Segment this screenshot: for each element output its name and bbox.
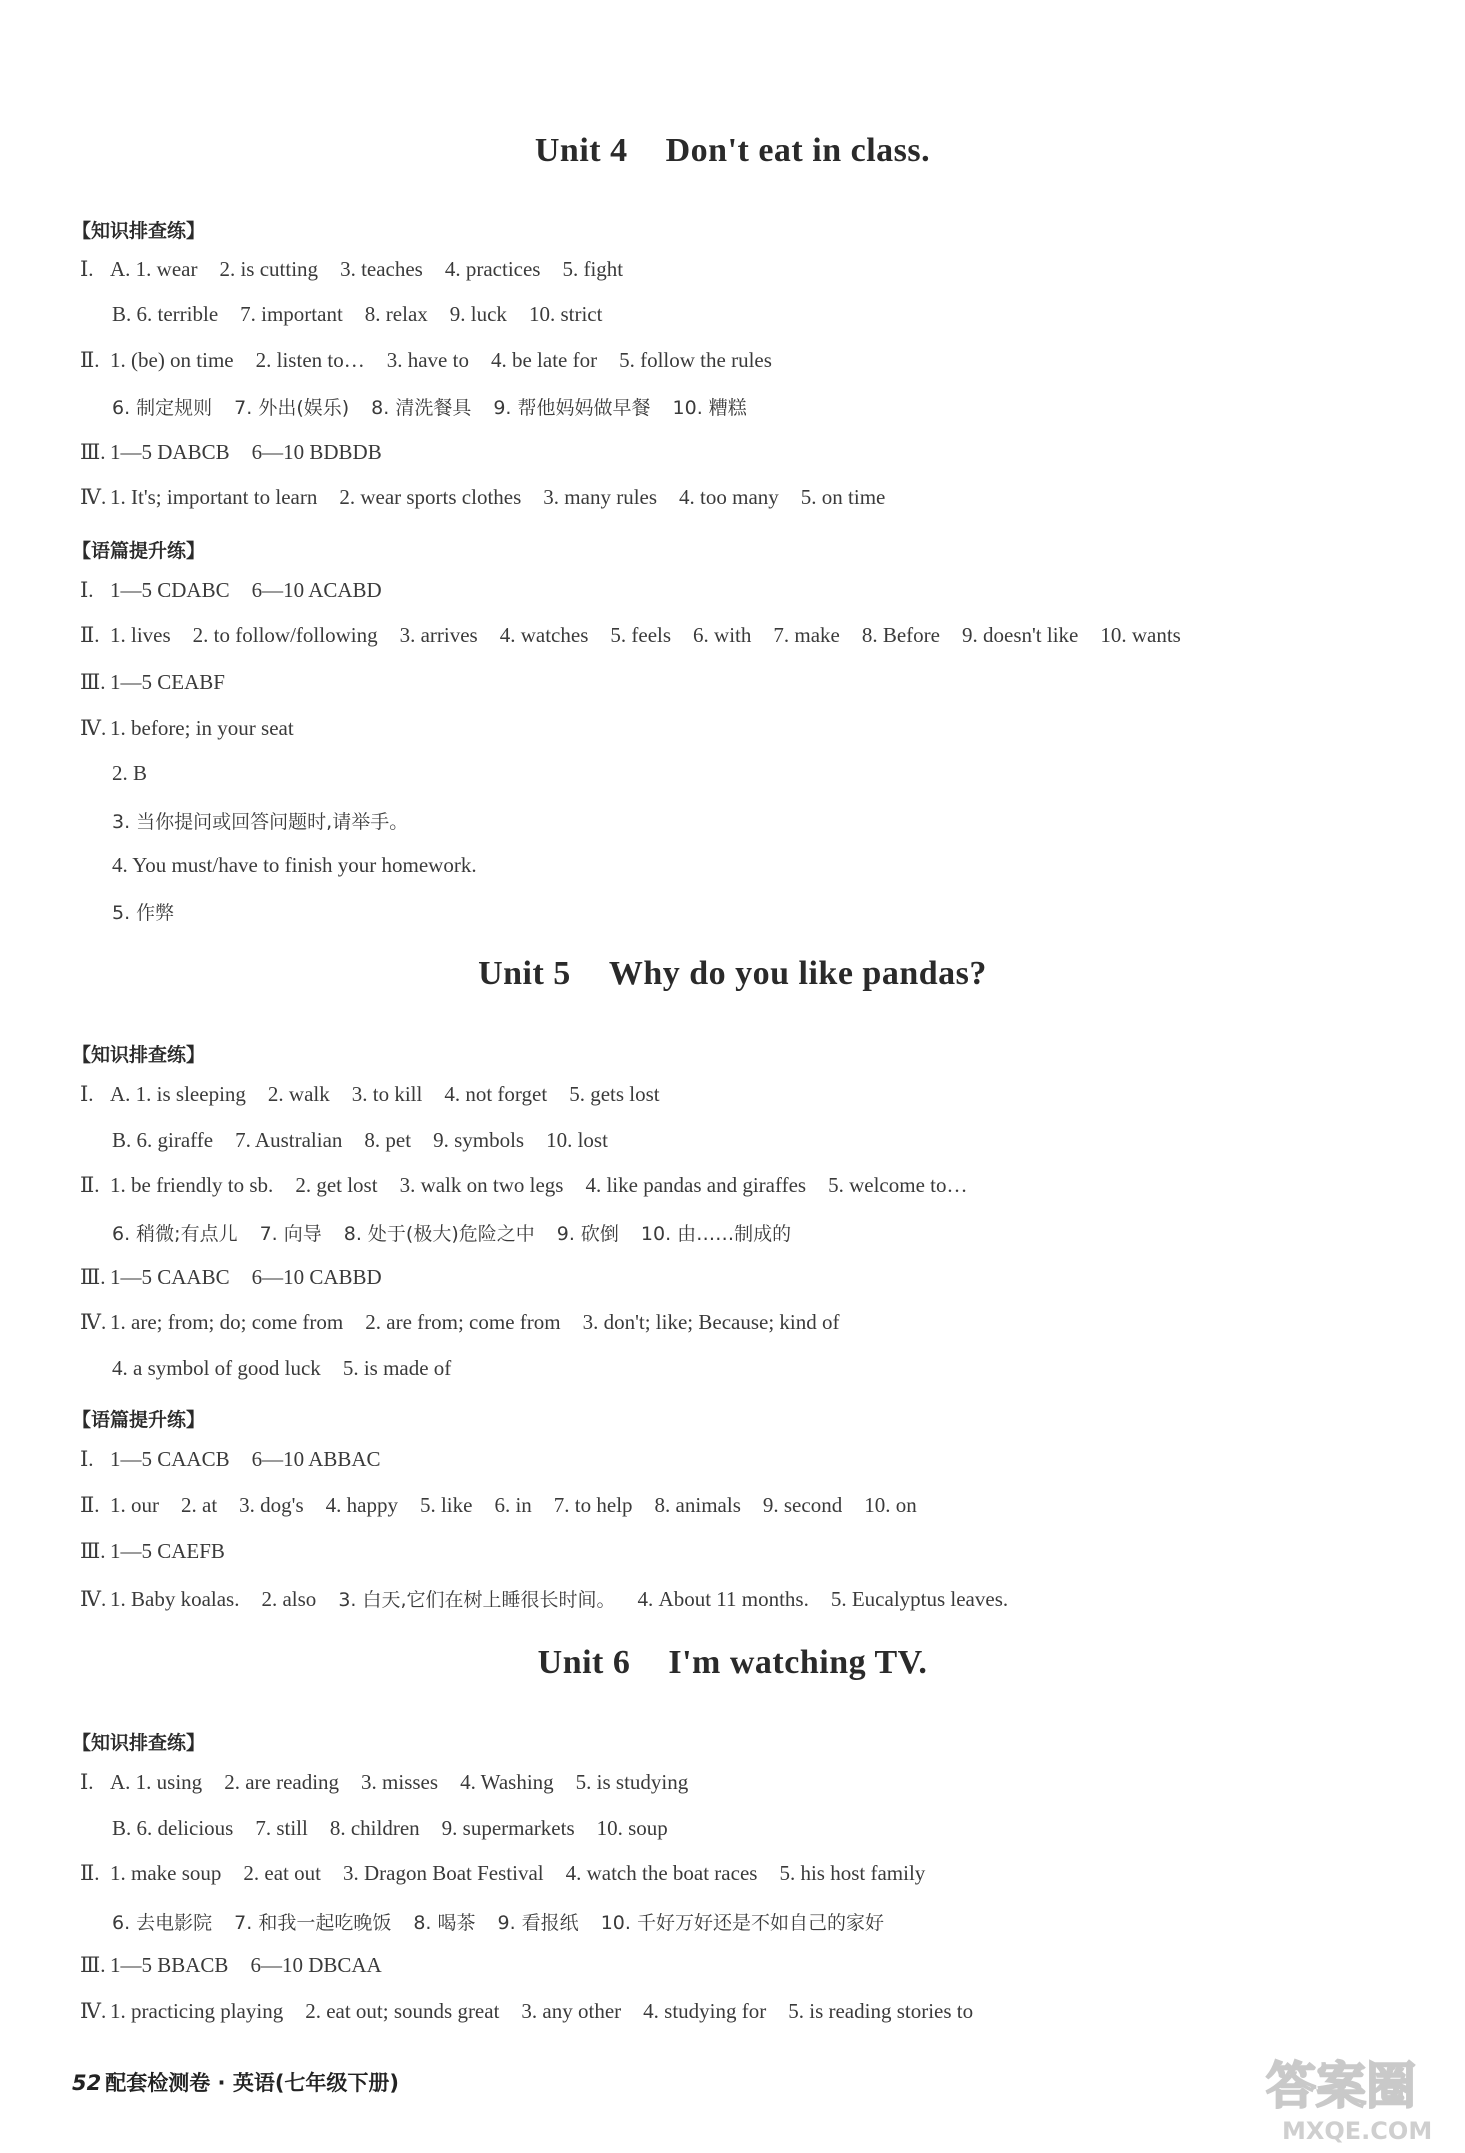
answer-line: 6. 去电影院 7. 和我一起吃晚饭 8. 喝茶 9. 看报纸 10. 千好万好还是不如自己的家好 bbox=[112, 1912, 884, 1934]
answer-line: Ⅳ. 1. Baby koalas. 2. also 3. 白天,它们在树上睡很长时间。 4. About 11 months. 5. Eucalyptus leaves. bbox=[80, 1587, 1009, 1611]
unit-6-title: Unit 6 I'm watching TV. bbox=[537, 1644, 928, 1681]
answer-line: Ⅱ. 1. (be) on time 2. listen to… 3. have to 4. be late for 5. follow the rules bbox=[80, 348, 772, 372]
answer-line: Ⅳ. 1. are; from; do; come from 2. are from; come from 3. don't; like; Because; kind of bbox=[80, 1310, 840, 1334]
answer-line: B. 6. giraffe 7. Australian 8. pet 9. symbols 10. lost bbox=[112, 1128, 608, 1152]
book-title: 配套检测卷 · 英语(七年级下册) bbox=[105, 2071, 400, 2095]
answer-line: Ⅲ. 1—5 DABCB 6—10 BDBDB bbox=[80, 440, 382, 464]
answer-line: B. 6. delicious 7. still 8. children 9. supermarkets 10. soup bbox=[112, 1816, 668, 1840]
watermark-logo-icon bbox=[1260, 2045, 1445, 2145]
page-footer bbox=[72, 2067, 399, 2097]
watermark-site-text: MXQE.COM bbox=[1282, 2117, 1433, 2145]
section-text-improvement: 【语篇提升练】 bbox=[72, 1409, 206, 1431]
answer-line: 6. 制定规则 7. 外出(娱乐) 8. 清洗餐具 9. 帮他妈妈做早餐 10. 糟糕 bbox=[112, 397, 747, 419]
answer-line: Ⅲ. 1—5 CEABF bbox=[80, 670, 225, 694]
answer-line: Ⅰ. A. 1. is sleeping 2. walk 3. to kill 4. not forget 5. gets lost bbox=[80, 1082, 660, 1106]
answer-line: Ⅳ. 1. before; in your seat bbox=[80, 716, 294, 740]
watermark-logo-text: 答案圈 bbox=[1266, 2057, 1416, 2115]
section-knowledge-check: 【知识排查练】 bbox=[72, 1732, 206, 1754]
answer-line: Ⅲ. 1—5 BBACB 6—10 DBCAA bbox=[80, 1953, 382, 1977]
answer-line: Ⅰ. 1—5 CAACB 6—10 ABBAC bbox=[80, 1447, 381, 1471]
unit-4-title: Unit 4 Don't eat in class. bbox=[534, 132, 931, 169]
watermark-logo bbox=[1260, 2045, 1445, 2145]
answer-line: Ⅳ. 1. It's; important to learn 2. wear sports clothes 3. many rules 4. too many 5. on time bbox=[80, 485, 886, 509]
answer-line: 4. a symbol of good luck 5. is made of bbox=[112, 1356, 452, 1380]
answer-line: Ⅱ. 1. make soup 2. eat out 3. Dragon Boat Festival 4. watch the boat races 5. his host family bbox=[80, 1861, 926, 1885]
section-knowledge-check: 【知识排查练】 bbox=[72, 220, 206, 242]
answer-line: 6. 稍微;有点儿 7. 向导 8. 处于(极大)危险之中 9. 砍倒 10. 由……制成的 bbox=[112, 1223, 792, 1245]
answer-line: Ⅱ. 1. our 2. at 3. dog's 4. happy 5. like 6. in 7. to help 8. animals 9. second 10. on bbox=[80, 1493, 917, 1517]
page-number: 52 bbox=[72, 2071, 102, 2095]
answer-line: Ⅲ. 1—5 CAABC 6—10 CABBD bbox=[80, 1265, 382, 1289]
answer-line: Ⅳ. 1. practicing playing 2. eat out; sounds great 3. any other 4. studying for 5. is reading stories to bbox=[80, 1999, 974, 2023]
answer-line: Ⅰ. A. 1. wear 2. is cutting 3. teaches 4. practices 5. fight bbox=[80, 257, 624, 281]
answer-line: 2. B bbox=[112, 761, 148, 785]
answer-line: Ⅰ. A. 1. using 2. are reading 3. misses 4. Washing 5. is studying bbox=[80, 1770, 689, 1794]
unit-5-title: Unit 5 Why do you like pandas? bbox=[478, 955, 987, 992]
answer-line: Ⅱ. 1. be friendly to sb. 2. get lost 3. walk on two legs 4. like pandas and giraffes 5. welcome to… bbox=[80, 1173, 968, 1197]
answer-line: Ⅲ. 1—5 CAEFB bbox=[80, 1539, 225, 1563]
section-text-improvement: 【语篇提升练】 bbox=[72, 540, 206, 562]
answer-line: Ⅱ. 1. lives 2. to follow/following 3. arrives 4. watches 5. feels 6. with 7. make 8. Before 9. doesn't like 10. wants bbox=[80, 623, 1181, 647]
answer-line: 3. 当你提问或回答问题时,请举手。 bbox=[112, 811, 409, 833]
answer-line: 4. You must/have to finish your homework. bbox=[112, 853, 477, 877]
answer-line: 5. 作弊 bbox=[112, 902, 175, 924]
answer-line: Ⅰ. 1—5 CDABC 6—10 ACABD bbox=[80, 578, 382, 602]
section-knowledge-check: 【知识排查练】 bbox=[72, 1044, 206, 1066]
answer-line: B. 6. terrible 7. important 8. relax 9. luck 10. strict bbox=[112, 302, 603, 326]
